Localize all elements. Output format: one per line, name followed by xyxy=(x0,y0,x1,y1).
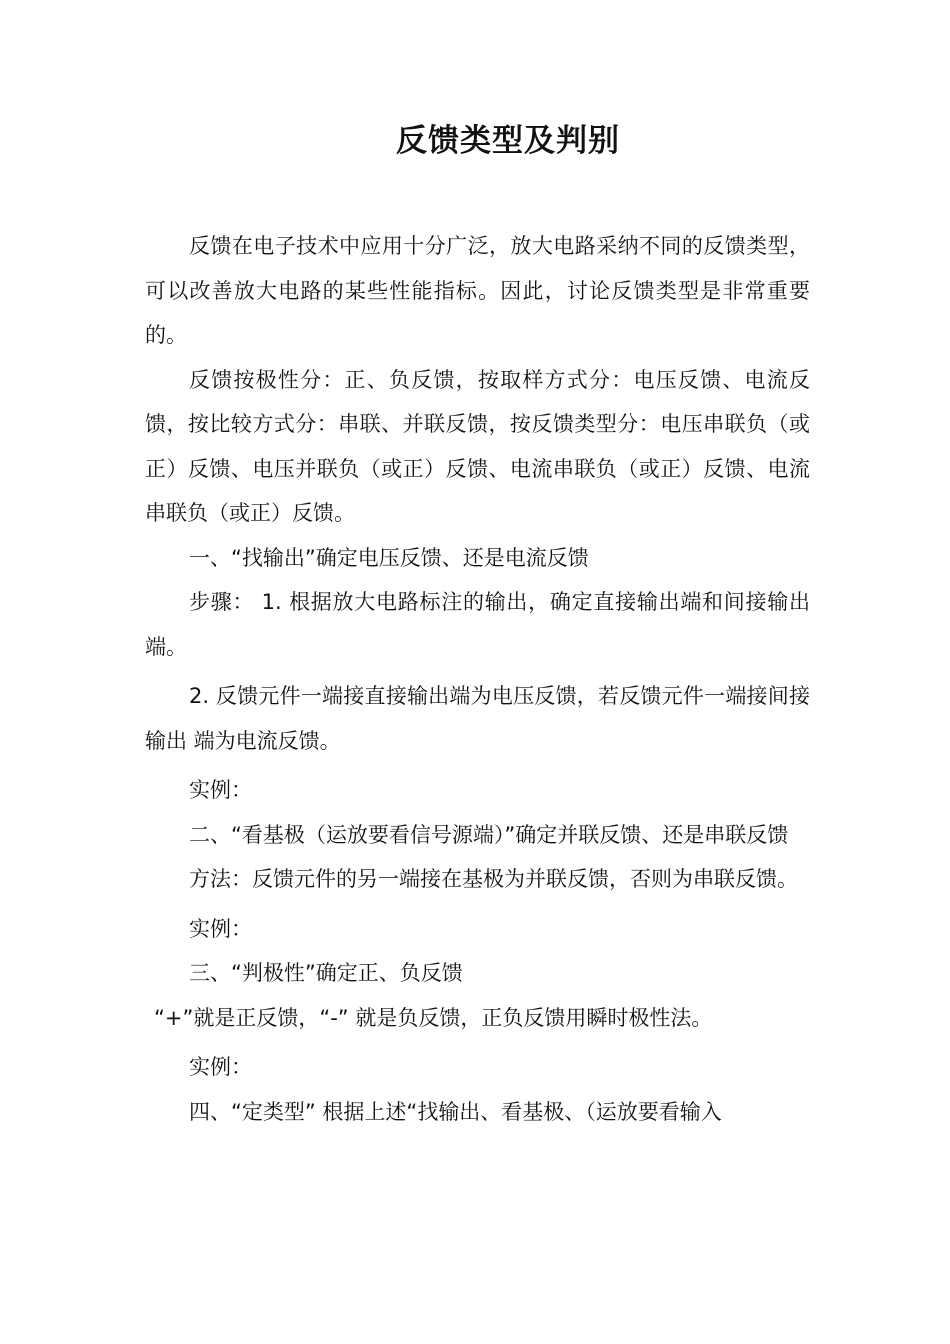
document-body xyxy=(145,224,810,1134)
paragraph-example-two: 实例： xyxy=(189,916,252,941)
paragraph-intro: 反馈在电子技术中应用十分广泛，放大电路采纳不同的反馈类型，可以改善放大电路的某些性能指标。因此，讨论反馈类型是非常重要的。 xyxy=(145,234,810,347)
document-title: 反馈类型及判别 xyxy=(396,123,620,159)
heading-step-three: 三、“判极性”确定正、负反馈 xyxy=(189,961,463,985)
heading-step-one: 一、“找输出”确定电压反馈、还是电流反馈 xyxy=(189,545,589,570)
paragraph-example-three: 实例： xyxy=(189,1055,252,1079)
paragraph-steps: 步骤： 1. 根据放大电路标注的输出，确定直接输出端和间接输出端。 xyxy=(145,590,810,659)
paragraph-example-one: 实例： xyxy=(189,778,252,802)
paragraph-classification: 反馈按极性分：正、负反馈，按取样方式分：电压反馈、电流反馈，按比较方式分：串联、并联反馈，按反馈类型分：电压串联负（或正）反馈、电压并联负（或正）反馈、电流串联负（或正）反馈、电流串联负（或正）反馈。 xyxy=(145,367,810,525)
paragraph-method: 方法：反馈元件的另一端接在基极为并联反馈，否则为串联反馈。 xyxy=(189,867,798,891)
heading-step-two: 二、“看基极（运放要看信号源端）”确定并联反馈、还是串联反馈 xyxy=(189,822,789,847)
paragraph-polarity: “+”就是正反馈，“-” 就是负反馈，正负反馈用瞬时极性法。 xyxy=(154,1005,713,1030)
heading-step-four: 四、“定类型” 根据上述“找输出、看基极、（运放要看输入 xyxy=(189,1099,722,1124)
paragraph-step-two: 2. 反馈元件一端接直接输出端为电压反馈，若反馈元件一端接间接输出 端为电流反馈。 xyxy=(145,684,810,753)
